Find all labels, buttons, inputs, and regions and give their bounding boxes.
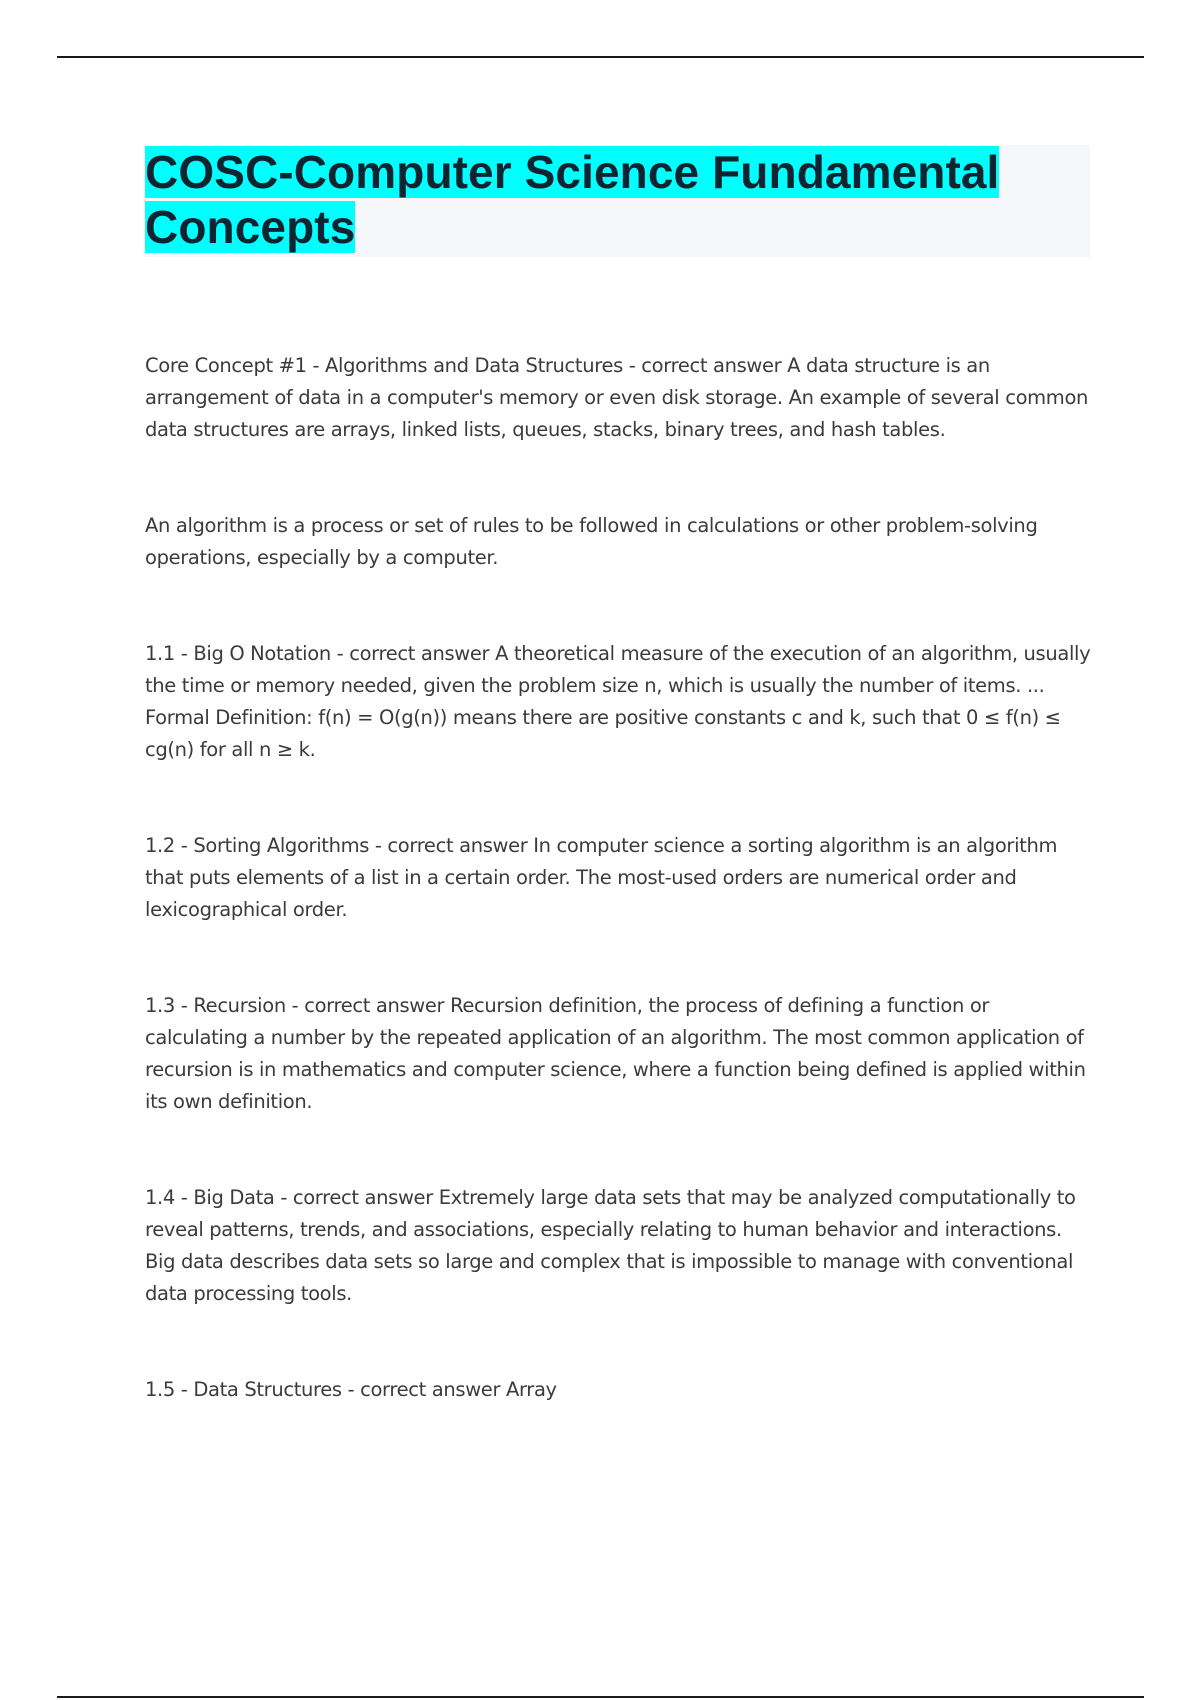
paragraph-core-concept-1: Core Concept #1 - Algorithms and Data Structures - correct answer A data structure is an arrangement of data in a computer's memory or even disk storage. An example of several common data structures are arrays, linked lists, queues, stacks, binary trees, and hash tables.	[145, 354, 1089, 441]
header-rule	[57, 56, 1144, 58]
paragraph-big-o-notation: 1.1 - Big O Notation - correct answer A theoretical measure of the execution of an algorithm, usually the time or memory needed, given the problem size n, which is usually the number of items. ... Formal Definition: f(n) = O(g(n)) means there are positive constants c and k, such that 0 ≤ f(n) ≤ cg(n) for all n ≥ k.	[145, 642, 1091, 761]
document-title	[145, 145, 1090, 255]
paragraph-algorithm-definition: An algorithm is a process or set of rules to be followed in calculations or other problem-solving operations, especially by a computer.	[145, 514, 1038, 569]
paragraph-recursion: 1.3 - Recursion - correct answer Recursion definition, the process of defining a function or calculating a number by the repeated application of an algorithm. The most common application of recursion is in mathematics and computer science, where a function being defined is applied within its own definition.	[145, 994, 1086, 1113]
paragraph-data-structures: 1.5 - Data Structures - correct answer Array	[145, 1378, 557, 1401]
document-body	[145, 350, 1095, 1406]
title-block	[145, 145, 1090, 257]
paragraph-big-data: 1.4 - Big Data - correct answer Extremely large data sets that may be analyzed computationally to reveal patterns, trends, and associations, especially relating to human behavior and interactions. Big data describes data sets so large and complex that is impossible to manage with conventional data processing tools.	[145, 1186, 1076, 1305]
title-highlight: COSC-Computer Science Fundamental Concepts	[145, 146, 1000, 253]
footer-rule	[57, 1696, 1144, 1698]
paragraph-sorting-algorithms: 1.2 - Sorting Algorithms - correct answer In computer science a sorting algorithm is an algorithm that puts elements of a list in a certain order. The most-used orders are numerical order and lexicographical order.	[145, 834, 1058, 921]
